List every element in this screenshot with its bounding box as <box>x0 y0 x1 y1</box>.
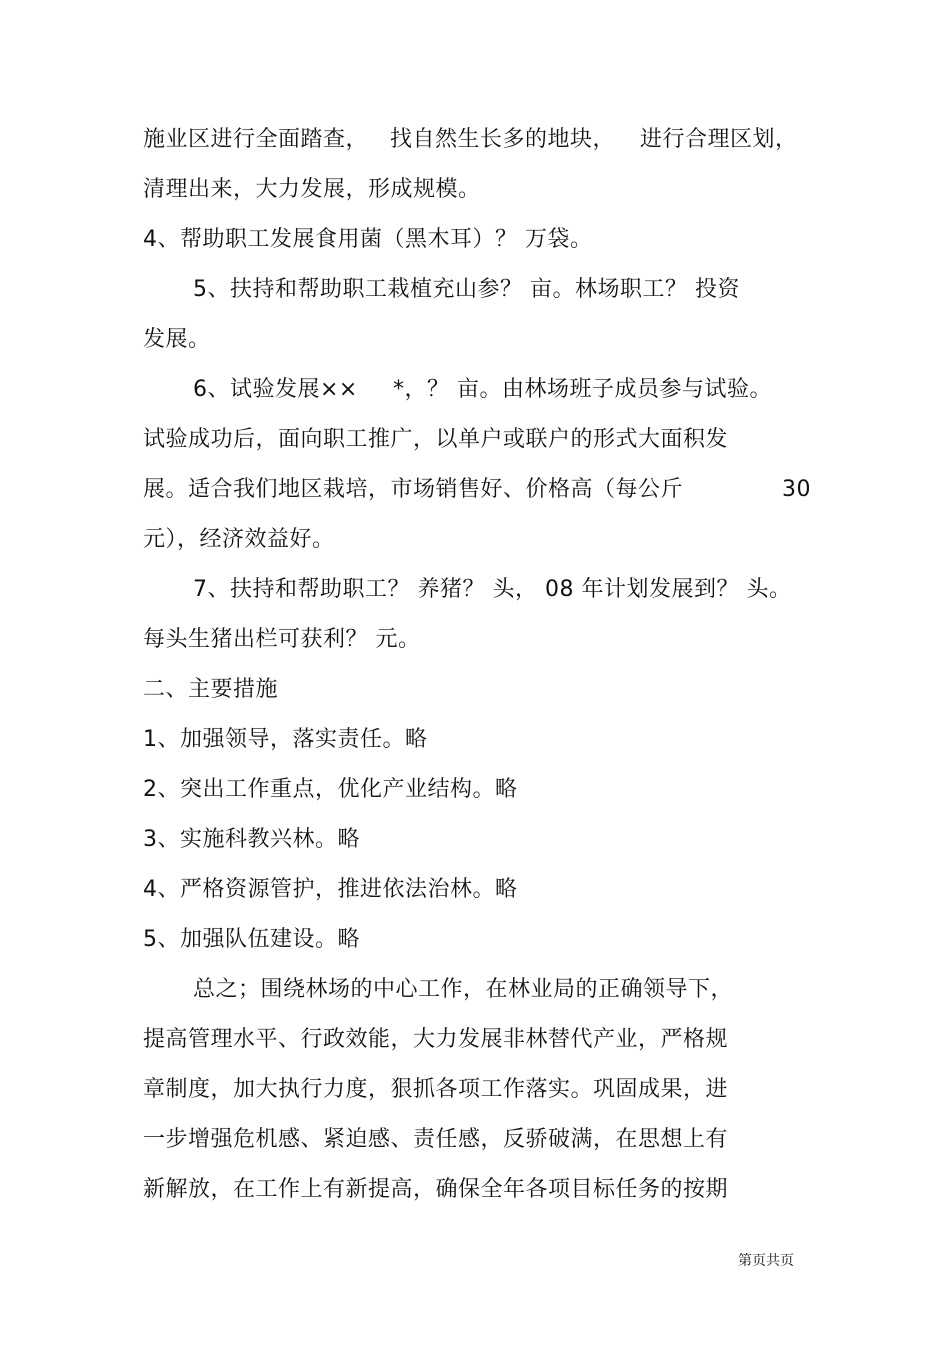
text-line-9: 元），经济效益好。 <box>143 527 335 552</box>
list-item: 2、突出工作重点，优化产业结构。略 <box>143 777 518 802</box>
section-heading: 二、主要措施 <box>143 677 279 702</box>
text-line-7: 试验成功后，面向职工推广，以单户或联户的形式大面积发 <box>143 427 729 452</box>
text-segment: 施业区进行全面踏查， <box>143 127 369 152</box>
text-line-19: 提高管理水平、行政效能，大力发展非林替代产业，严格规 <box>143 1027 729 1052</box>
text-segment: 7、扶持和帮助职工？ 养猪？ 头， <box>193 577 538 602</box>
text-segment: 08 年计划发展到？ 头。 <box>545 577 792 602</box>
text-line-22: 新解放，在工作上有新提高，确保全年各项目标任务的按期 <box>143 1177 729 1202</box>
text-line-5: 发展。 <box>143 327 211 352</box>
text-segment: 6、试验发展×× <box>193 377 358 402</box>
list-item: 1、加强领导，落实责任。略 <box>143 727 428 752</box>
list-item: 3、实施科教兴林。略 <box>143 827 360 852</box>
text-line-20: 章制度，加大执行力度，狠抓各项工作落实。巩固成果，进 <box>143 1077 729 1102</box>
text-segment: 展。适合我们地区栽培，市场销售好、价格高（每公斤 <box>143 477 684 502</box>
text-line-11: 每头生猪出栏可获利？ 元。 <box>143 627 421 652</box>
list-item: 5、加强队伍建设。略 <box>143 927 360 952</box>
text-segment: 30 <box>782 477 811 502</box>
text-segment: *，？ 亩。由林场班子成员参与试验。 <box>393 377 772 402</box>
text-segment: 进行合理区划， <box>640 127 798 152</box>
list-item: 4、严格资源管护，推进依法治林。略 <box>143 877 518 902</box>
text-segment: 找自然生长多的地块， <box>390 127 616 152</box>
page-footer: 第页共页 <box>738 1253 794 1269</box>
text-line-3: 4、帮助职工发展食用菌（黑木耳）？ 万袋。 <box>143 227 593 252</box>
text-line-18: 总之；围绕林场的中心工作，在林业局的正确领导下， <box>193 977 734 1002</box>
text-line-21: 一步增强危机感、紧迫感、责任感，反骄破满，在思想上有 <box>143 1127 729 1152</box>
text-line-4: 5、扶持和帮助职工栽植充山参？ 亩。林场职工？ 投资 <box>193 277 740 302</box>
text-line-2: 清理出来，大力发展，形成规模。 <box>143 177 481 202</box>
